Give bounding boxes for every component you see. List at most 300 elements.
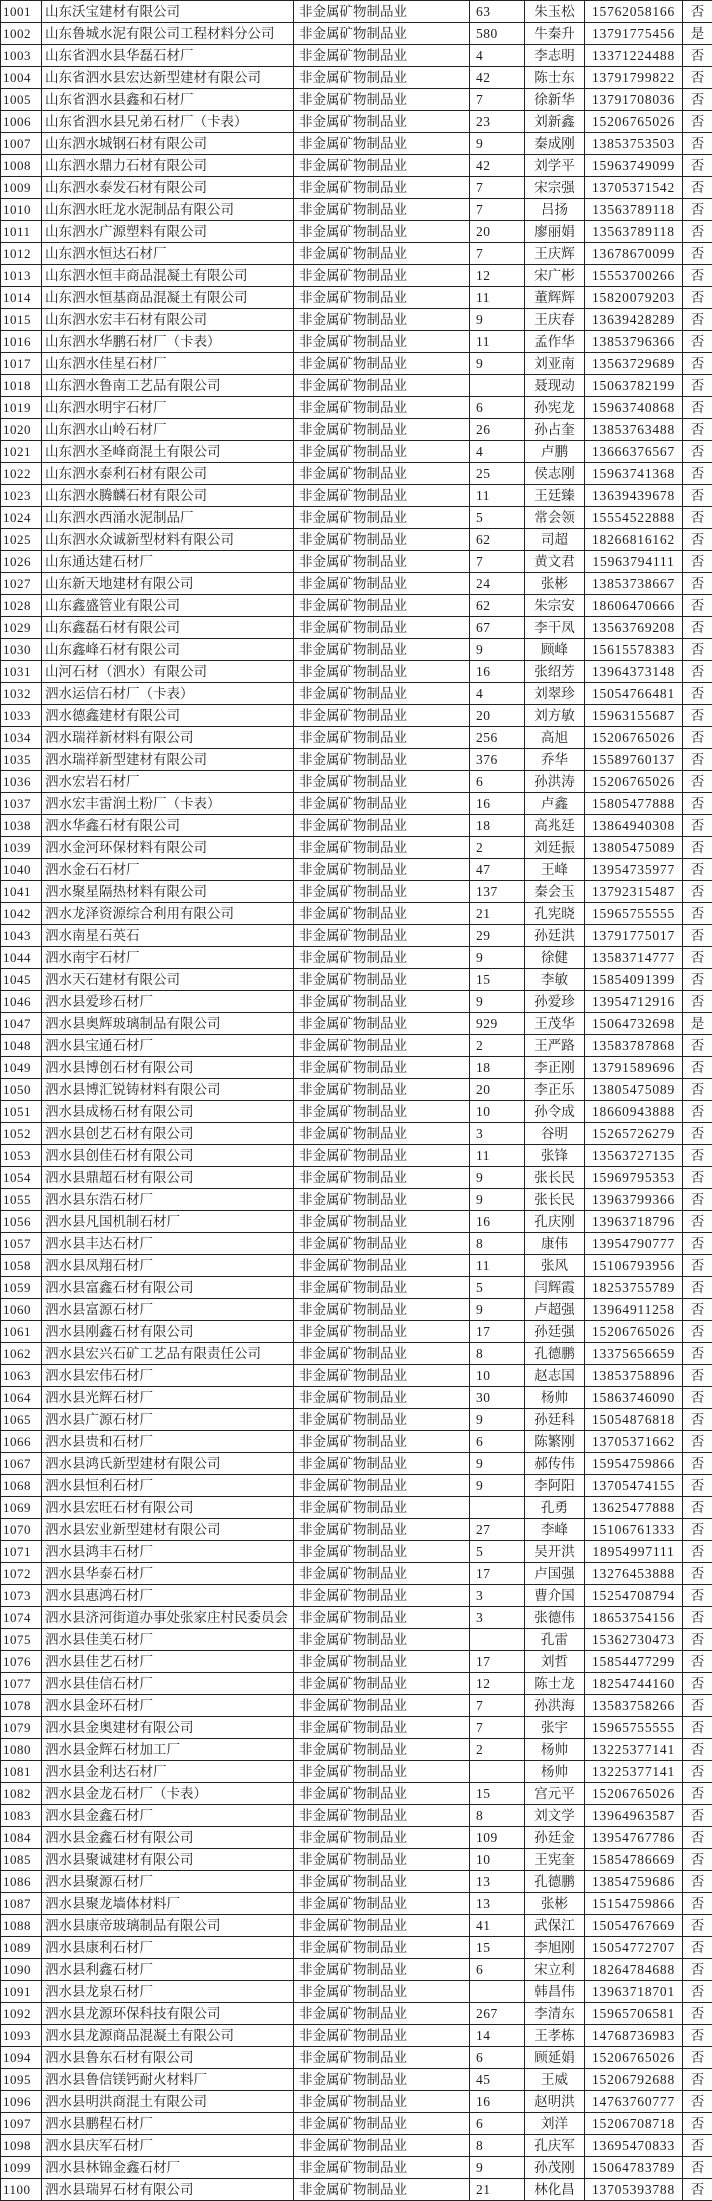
table-row [1, 353, 712, 375]
contact-person: 孙洪涛 [525, 771, 585, 793]
industry: 非金属矿物制品业 [294, 705, 470, 727]
row-number: 1014 [1, 287, 42, 309]
company-name: 泗水南宇石材厂 [42, 947, 294, 969]
table-row [1, 1079, 712, 1101]
table-row [1, 1695, 712, 1717]
row-number: 1099 [1, 2157, 42, 2179]
phone-number: 13791708036 [585, 89, 683, 111]
company-name: 泗水县鲁信镁钙耐火材料厂 [42, 2069, 294, 2091]
row-number: 1019 [1, 397, 42, 419]
row-number: 1070 [1, 1519, 42, 1541]
company-name: 山河石材（泗水）有限公司 [42, 661, 294, 683]
contact-person: 卢超强 [525, 1299, 585, 1321]
table-row [1, 1805, 712, 1827]
yes-no-flag: 否 [683, 507, 712, 529]
phone-number: 13853753503 [585, 133, 683, 155]
phone-number: 13963718701 [585, 1981, 683, 2003]
industry: 非金属矿物制品业 [294, 1783, 470, 1805]
employee-count: 6 [470, 1959, 525, 1981]
phone-number: 15054767669 [585, 1915, 683, 1937]
yes-no-flag: 否 [683, 595, 712, 617]
table-row [1, 1145, 712, 1167]
industry: 非金属矿物制品业 [294, 639, 470, 661]
table-body [1, 1, 712, 2201]
phone-number: 15063782199 [585, 375, 683, 397]
row-number: 1078 [1, 1695, 42, 1717]
yes-no-flag: 否 [683, 111, 712, 133]
contact-person: 孔德鹏 [525, 1343, 585, 1365]
company-name: 泗水县广源石材厂 [42, 1409, 294, 1431]
company-name: 山东省泗水县宏达新型建材有限公司 [42, 67, 294, 89]
phone-number: 15554522888 [585, 507, 683, 529]
phone-number: 15820079203 [585, 287, 683, 309]
employee-count [470, 1629, 525, 1651]
industry: 非金属矿物制品业 [294, 1035, 470, 1057]
industry: 非金属矿物制品业 [294, 155, 470, 177]
row-number: 1094 [1, 2047, 42, 2069]
table-row [1, 881, 712, 903]
company-name: 泗水县华泰石材厂 [42, 1563, 294, 1585]
industry: 非金属矿物制品业 [294, 45, 470, 67]
yes-no-flag: 否 [683, 1849, 712, 1871]
row-number: 1085 [1, 1849, 42, 1871]
company-name: 泗水县宏业新型建材有限公司 [42, 1519, 294, 1541]
yes-no-flag: 否 [683, 903, 712, 925]
yes-no-flag: 否 [683, 155, 712, 177]
company-name: 泗水县金鑫石材有限公司 [42, 1827, 294, 1849]
company-name: 泗水南星石英石 [42, 925, 294, 947]
contact-person: 闫辉霞 [525, 1277, 585, 1299]
table-row [1, 1827, 712, 1849]
table-row [1, 551, 712, 573]
contact-person: 刘方敏 [525, 705, 585, 727]
company-name: 泗水县富源石材厂 [42, 1299, 294, 1321]
row-number: 1052 [1, 1123, 42, 1145]
contact-person: 李正刚 [525, 1057, 585, 1079]
company-name: 山东泗水泰利石材有限公司 [42, 463, 294, 485]
industry: 非金属矿物制品业 [294, 1, 470, 23]
contact-person: 杨帅 [525, 1387, 585, 1409]
employee-count: 7 [470, 1695, 525, 1717]
yes-no-flag: 否 [683, 1453, 712, 1475]
table-row [1, 1585, 712, 1607]
phone-number: 15362730473 [585, 1629, 683, 1651]
row-number: 1098 [1, 2135, 42, 2157]
company-name: 泗水县金奥建材有限公司 [42, 1717, 294, 1739]
table-row [1, 155, 712, 177]
employee-count: 9 [470, 639, 525, 661]
phone-number: 15762058166 [585, 1, 683, 23]
row-number: 1003 [1, 45, 42, 67]
yes-no-flag: 否 [683, 1915, 712, 1937]
company-name: 山东泗水明宇石材厂 [42, 397, 294, 419]
contact-person: 王茂华 [525, 1013, 585, 1035]
employee-count: 10 [470, 1365, 525, 1387]
employee-count: 6 [470, 771, 525, 793]
table-row [1, 573, 712, 595]
company-name: 山东泗水佳星石材厂 [42, 353, 294, 375]
industry: 非金属矿物制品业 [294, 2003, 470, 2025]
table-row [1, 1519, 712, 1541]
industry: 非金属矿物制品业 [294, 1277, 470, 1299]
industry: 非金属矿物制品业 [294, 221, 470, 243]
employee-count: 15 [470, 1783, 525, 1805]
row-number: 1050 [1, 1079, 42, 1101]
table-row [1, 1783, 712, 1805]
phone-number: 14763760777 [585, 2091, 683, 2113]
employee-count: 16 [470, 793, 525, 815]
employee-count: 9 [470, 1299, 525, 1321]
table-row [1, 375, 712, 397]
company-name: 泗水县博创石材有限公司 [42, 1057, 294, 1079]
yes-no-flag: 否 [683, 1739, 712, 1761]
row-number: 1043 [1, 925, 42, 947]
phone-number: 18954997111 [585, 1541, 683, 1563]
yes-no-flag: 否 [683, 1233, 712, 1255]
yes-no-flag: 否 [683, 419, 712, 441]
company-name: 泗水县宏伟石材厂 [42, 1365, 294, 1387]
table-row [1, 67, 712, 89]
contact-person: 宋立利 [525, 1959, 585, 1981]
contact-person: 李峰 [525, 1519, 585, 1541]
contact-person: 牛秦升 [525, 23, 585, 45]
company-name: 山东泗水众诚新型材料有限公司 [42, 529, 294, 551]
company-name: 山东沃宝建材有限公司 [42, 1, 294, 23]
industry: 非金属矿物制品业 [294, 507, 470, 529]
row-number: 1083 [1, 1805, 42, 1827]
table-row [1, 1255, 712, 1277]
employee-count: 3 [470, 1585, 525, 1607]
employee-count: 2 [470, 1739, 525, 1761]
employee-count: 9 [470, 353, 525, 375]
employee-count: 29 [470, 925, 525, 947]
yes-no-flag: 否 [683, 1783, 712, 1805]
row-number: 1096 [1, 2091, 42, 2113]
yes-no-flag: 否 [683, 1871, 712, 1893]
industry: 非金属矿物制品业 [294, 947, 470, 969]
yes-no-flag: 否 [683, 1805, 712, 1827]
company-name: 山东鑫磊石材有限公司 [42, 617, 294, 639]
row-number: 1013 [1, 265, 42, 287]
company-name: 山东泗水城钢石材有限公司 [42, 133, 294, 155]
employee-count: 9 [470, 947, 525, 969]
phone-number: 18660943888 [585, 1101, 683, 1123]
phone-number: 15854091399 [585, 969, 683, 991]
employee-count: 18 [470, 815, 525, 837]
industry: 非金属矿物制品业 [294, 1145, 470, 1167]
yes-no-flag: 否 [683, 793, 712, 815]
phone-number: 13705474155 [585, 1475, 683, 1497]
company-name: 泗水县爱珍石材厂 [42, 991, 294, 1013]
yes-no-flag: 否 [683, 1167, 712, 1189]
employee-count: 9 [470, 1409, 525, 1431]
industry: 非金属矿物制品业 [294, 2091, 470, 2113]
industry: 非金属矿物制品业 [294, 1519, 470, 1541]
table-row [1, 2047, 712, 2069]
phone-number: 15154759866 [585, 1893, 683, 1915]
company-name: 泗水县成杨石材有限公司 [42, 1101, 294, 1123]
yes-no-flag: 否 [683, 199, 712, 221]
employee-count [470, 1497, 525, 1519]
row-number: 1044 [1, 947, 42, 969]
table-row [1, 1959, 712, 1981]
row-number: 1074 [1, 1607, 42, 1629]
phone-number: 15054772707 [585, 1937, 683, 1959]
yes-no-flag: 否 [683, 177, 712, 199]
industry: 非金属矿物制品业 [294, 1893, 470, 1915]
row-number: 1023 [1, 485, 42, 507]
company-name: 泗水天石建材有限公司 [42, 969, 294, 991]
row-number: 1025 [1, 529, 42, 551]
employee-count: 16 [470, 2091, 525, 2113]
yes-no-flag: 否 [683, 859, 712, 881]
employee-count: 9 [470, 991, 525, 1013]
row-number: 1015 [1, 309, 42, 331]
phone-number: 18264784688 [585, 1959, 683, 1981]
phone-number: 13563789118 [585, 221, 683, 243]
contact-person: 孔雷 [525, 1629, 585, 1651]
employee-count: 7 [470, 177, 525, 199]
yes-no-flag: 否 [683, 89, 712, 111]
industry: 非金属矿物制品业 [294, 727, 470, 749]
industry: 非金属矿物制品业 [294, 771, 470, 793]
table-row [1, 463, 712, 485]
industry: 非金属矿物制品业 [294, 529, 470, 551]
table-row [1, 419, 712, 441]
yes-no-flag: 否 [683, 881, 712, 903]
employee-count: 8 [470, 1233, 525, 1255]
industry: 非金属矿物制品业 [294, 441, 470, 463]
contact-person: 王严路 [525, 1035, 585, 1057]
company-name: 泗水县鹏程石材厂 [42, 2113, 294, 2135]
phone-number: 13375656659 [585, 1343, 683, 1365]
table-row [1, 1211, 712, 1233]
yes-no-flag: 否 [683, 463, 712, 485]
table-row [1, 639, 712, 661]
row-number: 1046 [1, 991, 42, 1013]
employee-count: 929 [470, 1013, 525, 1035]
industry: 非金属矿物制品业 [294, 265, 470, 287]
employee-count: 15 [470, 969, 525, 991]
industry: 非金属矿物制品业 [294, 1079, 470, 1101]
table-row [1, 2135, 712, 2157]
yes-no-flag: 否 [683, 397, 712, 419]
row-number: 1004 [1, 67, 42, 89]
industry: 非金属矿物制品业 [294, 1123, 470, 1145]
industry: 非金属矿物制品业 [294, 2047, 470, 2069]
industry: 非金属矿物制品业 [294, 199, 470, 221]
yes-no-flag: 否 [683, 2135, 712, 2157]
table-row [1, 243, 712, 265]
industry: 非金属矿物制品业 [294, 1541, 470, 1563]
employee-count: 8 [470, 1343, 525, 1365]
contact-person: 孔庆军 [525, 2135, 585, 2157]
company-name: 泗水金石石材厂 [42, 859, 294, 881]
row-number: 1095 [1, 2069, 42, 2091]
row-number: 1021 [1, 441, 42, 463]
yes-no-flag: 否 [683, 617, 712, 639]
employee-count: 10 [470, 1101, 525, 1123]
employee-count: 6 [470, 2047, 525, 2069]
row-number: 1047 [1, 1013, 42, 1035]
industry: 非金属矿物制品业 [294, 89, 470, 111]
phone-number: 13639439678 [585, 485, 683, 507]
contact-person: 杨帅 [525, 1739, 585, 1761]
yes-no-flag: 否 [683, 2025, 712, 2047]
contact-person: 吴开洪 [525, 1541, 585, 1563]
yes-no-flag: 否 [683, 1255, 712, 1277]
employee-count: 3 [470, 1123, 525, 1145]
yes-no-flag: 否 [683, 705, 712, 727]
table-row [1, 1409, 712, 1431]
employee-count: 3 [470, 1607, 525, 1629]
yes-no-flag: 否 [683, 1343, 712, 1365]
yes-no-flag: 否 [683, 1365, 712, 1387]
row-number: 1031 [1, 661, 42, 683]
employee-count: 62 [470, 529, 525, 551]
industry: 非金属矿物制品业 [294, 177, 470, 199]
row-number: 1066 [1, 1431, 42, 1453]
company-name: 泗水县凤翔石材厂 [42, 1255, 294, 1277]
yes-no-flag: 否 [683, 221, 712, 243]
contact-person: 孙占奎 [525, 419, 585, 441]
row-number: 1064 [1, 1387, 42, 1409]
phone-number: 13225377141 [585, 1761, 683, 1783]
industry: 非金属矿物制品业 [294, 1189, 470, 1211]
phone-number: 18266816162 [585, 529, 683, 551]
table-row [1, 1365, 712, 1387]
table-row [1, 265, 712, 287]
table-row [1, 1673, 712, 1695]
phone-number: 15206708718 [585, 2113, 683, 2135]
employee-count: 17 [470, 1321, 525, 1343]
industry: 非金属矿物制品业 [294, 1255, 470, 1277]
yes-no-flag: 否 [683, 1651, 712, 1673]
row-number: 1072 [1, 1563, 42, 1585]
contact-person: 秦会玉 [525, 881, 585, 903]
industry: 非金属矿物制品业 [294, 1827, 470, 1849]
contact-person: 武保江 [525, 1915, 585, 1937]
company-name: 泗水县聚源石材厂 [42, 1871, 294, 1893]
yes-no-flag: 否 [683, 639, 712, 661]
employee-count: 7 [470, 1717, 525, 1739]
phone-number: 15965755555 [585, 903, 683, 925]
industry: 非金属矿物制品业 [294, 2157, 470, 2179]
industry: 非金属矿物制品业 [294, 2135, 470, 2157]
company-name: 山东新天地建材有限公司 [42, 573, 294, 595]
table-row [1, 23, 712, 45]
industry: 非金属矿物制品业 [294, 1233, 470, 1255]
table-row [1, 771, 712, 793]
table-row [1, 441, 712, 463]
yes-no-flag: 否 [683, 551, 712, 573]
yes-no-flag: 否 [683, 2091, 712, 2113]
phone-number: 14768736983 [585, 2025, 683, 2047]
row-number: 1008 [1, 155, 42, 177]
company-name: 山东省泗水县兄弟石材厂（卡表） [42, 111, 294, 133]
phone-number: 15064732698 [585, 1013, 683, 1035]
company-name: 泗水县龙泉石材厂 [42, 1981, 294, 2003]
table-row [1, 617, 712, 639]
table-row [1, 1035, 712, 1057]
phone-number: 15805477888 [585, 793, 683, 815]
row-number: 1082 [1, 1783, 42, 1805]
table-row [1, 1123, 712, 1145]
yes-no-flag: 否 [683, 1057, 712, 1079]
phone-number: 13276453888 [585, 1563, 683, 1585]
table-row [1, 1497, 712, 1519]
phone-number: 13371224488 [585, 45, 683, 67]
employee-count: 376 [470, 749, 525, 771]
company-name: 泗水县鸿氏新型建材有限公司 [42, 1453, 294, 1475]
industry: 非金属矿物制品业 [294, 551, 470, 573]
yes-no-flag: 否 [683, 749, 712, 771]
industry: 非金属矿物制品业 [294, 815, 470, 837]
industry: 非金属矿物制品业 [294, 397, 470, 419]
phone-number: 13563789118 [585, 199, 683, 221]
yes-no-flag: 否 [683, 1673, 712, 1695]
yes-no-flag: 否 [683, 925, 712, 947]
yes-no-flag: 否 [683, 1035, 712, 1057]
row-number: 1034 [1, 727, 42, 749]
industry: 非金属矿物制品业 [294, 1211, 470, 1233]
row-number: 1024 [1, 507, 42, 529]
table-row [1, 1651, 712, 1673]
employee-count: 580 [470, 23, 525, 45]
phone-number: 13705393788 [585, 2179, 683, 2201]
yes-no-flag: 否 [683, 1519, 712, 1541]
contact-person: 李志明 [525, 45, 585, 67]
table-row [1, 815, 712, 837]
yes-no-flag: 否 [683, 969, 712, 991]
industry: 非金属矿物制品业 [294, 1673, 470, 1695]
yes-no-flag: 否 [683, 1, 712, 23]
table-row [1, 1277, 712, 1299]
employee-count: 30 [470, 1387, 525, 1409]
contact-person: 黄文君 [525, 551, 585, 573]
employee-count: 41 [470, 1915, 525, 1937]
industry: 非金属矿物制品业 [294, 1651, 470, 1673]
yes-no-flag: 否 [683, 45, 712, 67]
phone-number: 15963155687 [585, 705, 683, 727]
phone-number: 15206765026 [585, 1321, 683, 1343]
row-number: 1061 [1, 1321, 42, 1343]
contact-person: 林化昌 [525, 2179, 585, 2201]
industry: 非金属矿物制品业 [294, 1695, 470, 1717]
phone-number: 13954790777 [585, 1233, 683, 1255]
contact-person: 孙廷金 [525, 1827, 585, 1849]
yes-no-flag: 否 [683, 661, 712, 683]
contact-person: 王威 [525, 2069, 585, 2091]
contact-person: 孔宪晓 [525, 903, 585, 925]
row-number: 1041 [1, 881, 42, 903]
yes-no-flag: 否 [683, 441, 712, 463]
row-number: 1065 [1, 1409, 42, 1431]
table-row [1, 1, 712, 23]
phone-number: 18606470666 [585, 595, 683, 617]
table-row [1, 1937, 712, 1959]
industry: 非金属矿物制品业 [294, 969, 470, 991]
company-name: 泗水县聚诚建材有限公司 [42, 1849, 294, 1871]
employee-count: 13 [470, 1893, 525, 1915]
phone-number: 13583787868 [585, 1035, 683, 1057]
contact-person: 刘亚南 [525, 353, 585, 375]
phone-number: 13666376567 [585, 441, 683, 463]
phone-number: 15553700266 [585, 265, 683, 287]
industry: 非金属矿物制品业 [294, 463, 470, 485]
table-row [1, 1387, 712, 1409]
employee-count: 11 [470, 485, 525, 507]
